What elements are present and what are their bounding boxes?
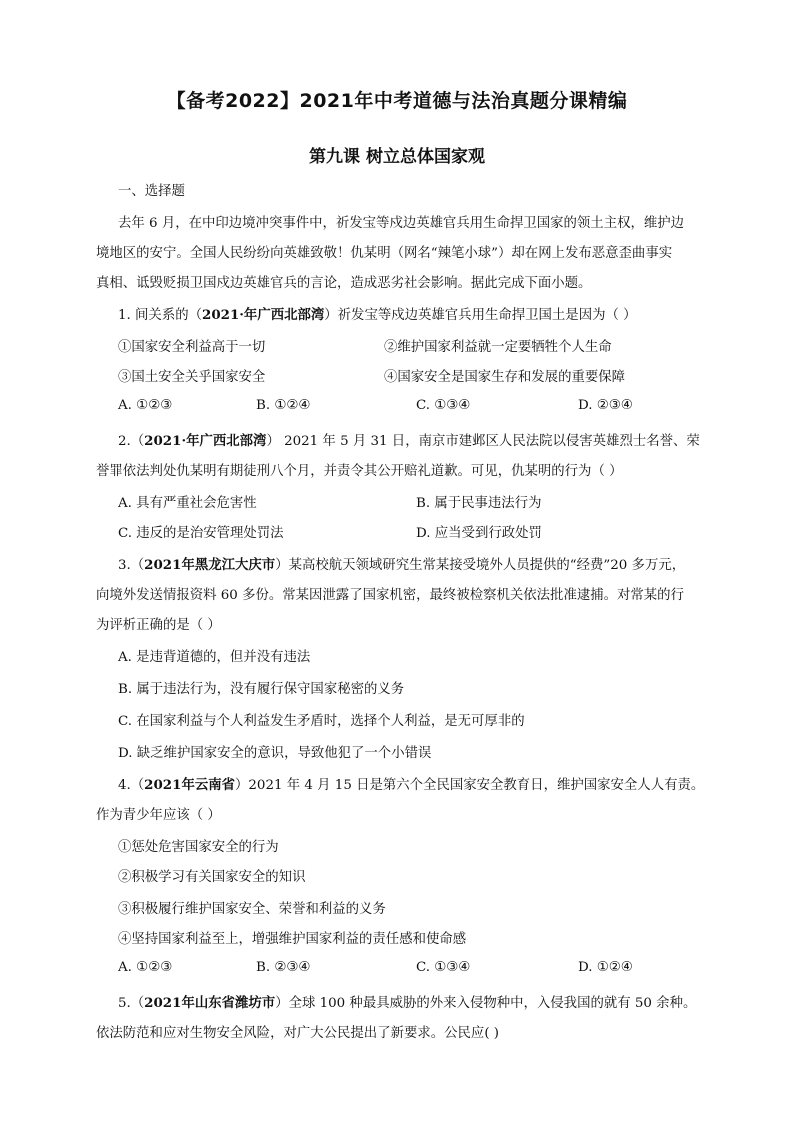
q3-option-c: C. 在国家利益与个人利益发生矛盾时，选择个人利益，是无可厚非的 xyxy=(118,714,525,729)
intro-line-1: 去年 6 月，在中印边境冲突事件中，祈发宝等戍边英雄官兵用生命捍卫国家的领土主权，维护边 xyxy=(118,216,685,231)
q4-item-4: ④坚持国家利益至上，增强维护国家利益的责任感和使命感 xyxy=(118,932,467,947)
q4-option-d: D. ①②④ xyxy=(578,960,633,975)
q2-option-c: C. 违反的是治安管理处罚法 xyxy=(118,526,284,541)
q4-item-3: ③积极履行维护国家安全、荣誉和利益的义务 xyxy=(118,902,386,917)
q4-option-c: C. ①③④ xyxy=(416,960,471,975)
q5-stem-cont: 依法防范和应对生物安全风险，对广大公民提出了新要求。公民应( ) xyxy=(96,1026,500,1041)
q3-option-b: B. 属于违法行为，没有履行保守国家秘密的义务 xyxy=(118,682,405,697)
q3-option-d: D. 缺乏维护国家安全的意识，导致他犯了一个小错误 xyxy=(118,746,432,761)
q1-item-1: ①国家安全利益高于一切 xyxy=(118,340,266,355)
intro-line-2: 境地区的安宁。全国人民纷纷向英雄致敬！仇某明（网名“辣笔小球”）却在网上发布恶意歪曲事实 xyxy=(96,246,673,261)
section-heading: 一、选择题 xyxy=(118,184,185,199)
q2-option-d: D. 应当受到行政处罚 xyxy=(416,526,542,541)
q4-option-b: B. ②③④ xyxy=(256,960,311,975)
q2-option-b: B. 属于民事违法行为 xyxy=(416,496,542,511)
q3-stem: 3.（2021年黑龙江大庆市）某高校航天领域研究生常某接受境外人员提供的“经费”20 多万元， xyxy=(118,557,686,573)
q2-stem-cont: 誉罪依法判处仇某明有期徒刑八个月，并责令其公开赔礼道歉。可见，仇某明的行为（ ） xyxy=(96,464,623,479)
q2-source: 2021·年广西北部湾 xyxy=(144,433,267,449)
q4-item-2: ②积极学习有关国家安全的知识 xyxy=(118,870,306,885)
q4-stem-cont: 作为青少年应该（ ） xyxy=(96,808,221,823)
q1-option-a: A. ①②③ xyxy=(118,398,173,413)
q3-option-a: A. 是违背道德的，但并没有违法 xyxy=(118,650,311,665)
q2-option-a: A. 具有严重社会危害性 xyxy=(118,496,257,511)
q5-stem: 5.（2021年山东省潍坊市）全球 100 种最具威胁的外来入侵物种中，入侵我国的就有 50 余种。 xyxy=(118,995,697,1011)
q4-source: 2021年云南省 xyxy=(144,777,236,793)
q1-stem: 1. 间关系的（2021·年广西北部湾）祈发宝等戍边英雄官兵用生命捍卫国土是因为（ ） xyxy=(118,307,637,323)
q3-stem-cont-2: 为评析正确的是（ ） xyxy=(96,618,221,633)
q4-item-1: ①惩处危害国家安全的行为 xyxy=(118,840,279,855)
q3-stem-cont-1: 向境外发送情报资料 60 多份。常某因泄露了国家机密，最终被检察机关依法批准逮捕。对常某的行 xyxy=(96,588,684,603)
q1-source: 2021·年广西北部湾 xyxy=(202,307,325,323)
intro-line-3: 真相、诋毁贬损卫国戍边英雄官兵的言论，造成恶劣社会影响。据此完成下面小题。 xyxy=(96,276,592,291)
q3-source: 2021年黑龙江大庆市 xyxy=(144,557,276,573)
q4-option-a: A. ①②③ xyxy=(118,960,173,975)
q1-option-b: B. ①②④ xyxy=(256,398,311,413)
q4-stem: 4.（2021年云南省）2021 年 4 月 15 日是第六个全民国家安全教育日，维护国家安全人人有责。 xyxy=(118,777,705,793)
q1-option-d: D. ②③④ xyxy=(578,398,633,413)
document-title: 【备考2022】2021年中考道德与法治真题分课精编 xyxy=(166,90,628,112)
q2-stem: 2.（2021·年广西北部湾） 2021 年 5 月 31 日，南京市建邺区人民法院以侵害英雄烈士名誉、荣 xyxy=(118,433,700,449)
q1-item-4: ④国家安全是国家生存和发展的重要保障 xyxy=(384,370,626,385)
lesson-title: 第九课 树立总体国家观 xyxy=(309,147,485,167)
q5-source: 2021年山东省潍坊市 xyxy=(144,995,276,1011)
q1-item-3: ③国土安全关乎国家安全 xyxy=(118,370,266,385)
q1-option-c: C. ①③④ xyxy=(416,398,471,413)
q1-item-2: ②维护国家利益就一定要牺牲个人生命 xyxy=(384,340,612,355)
